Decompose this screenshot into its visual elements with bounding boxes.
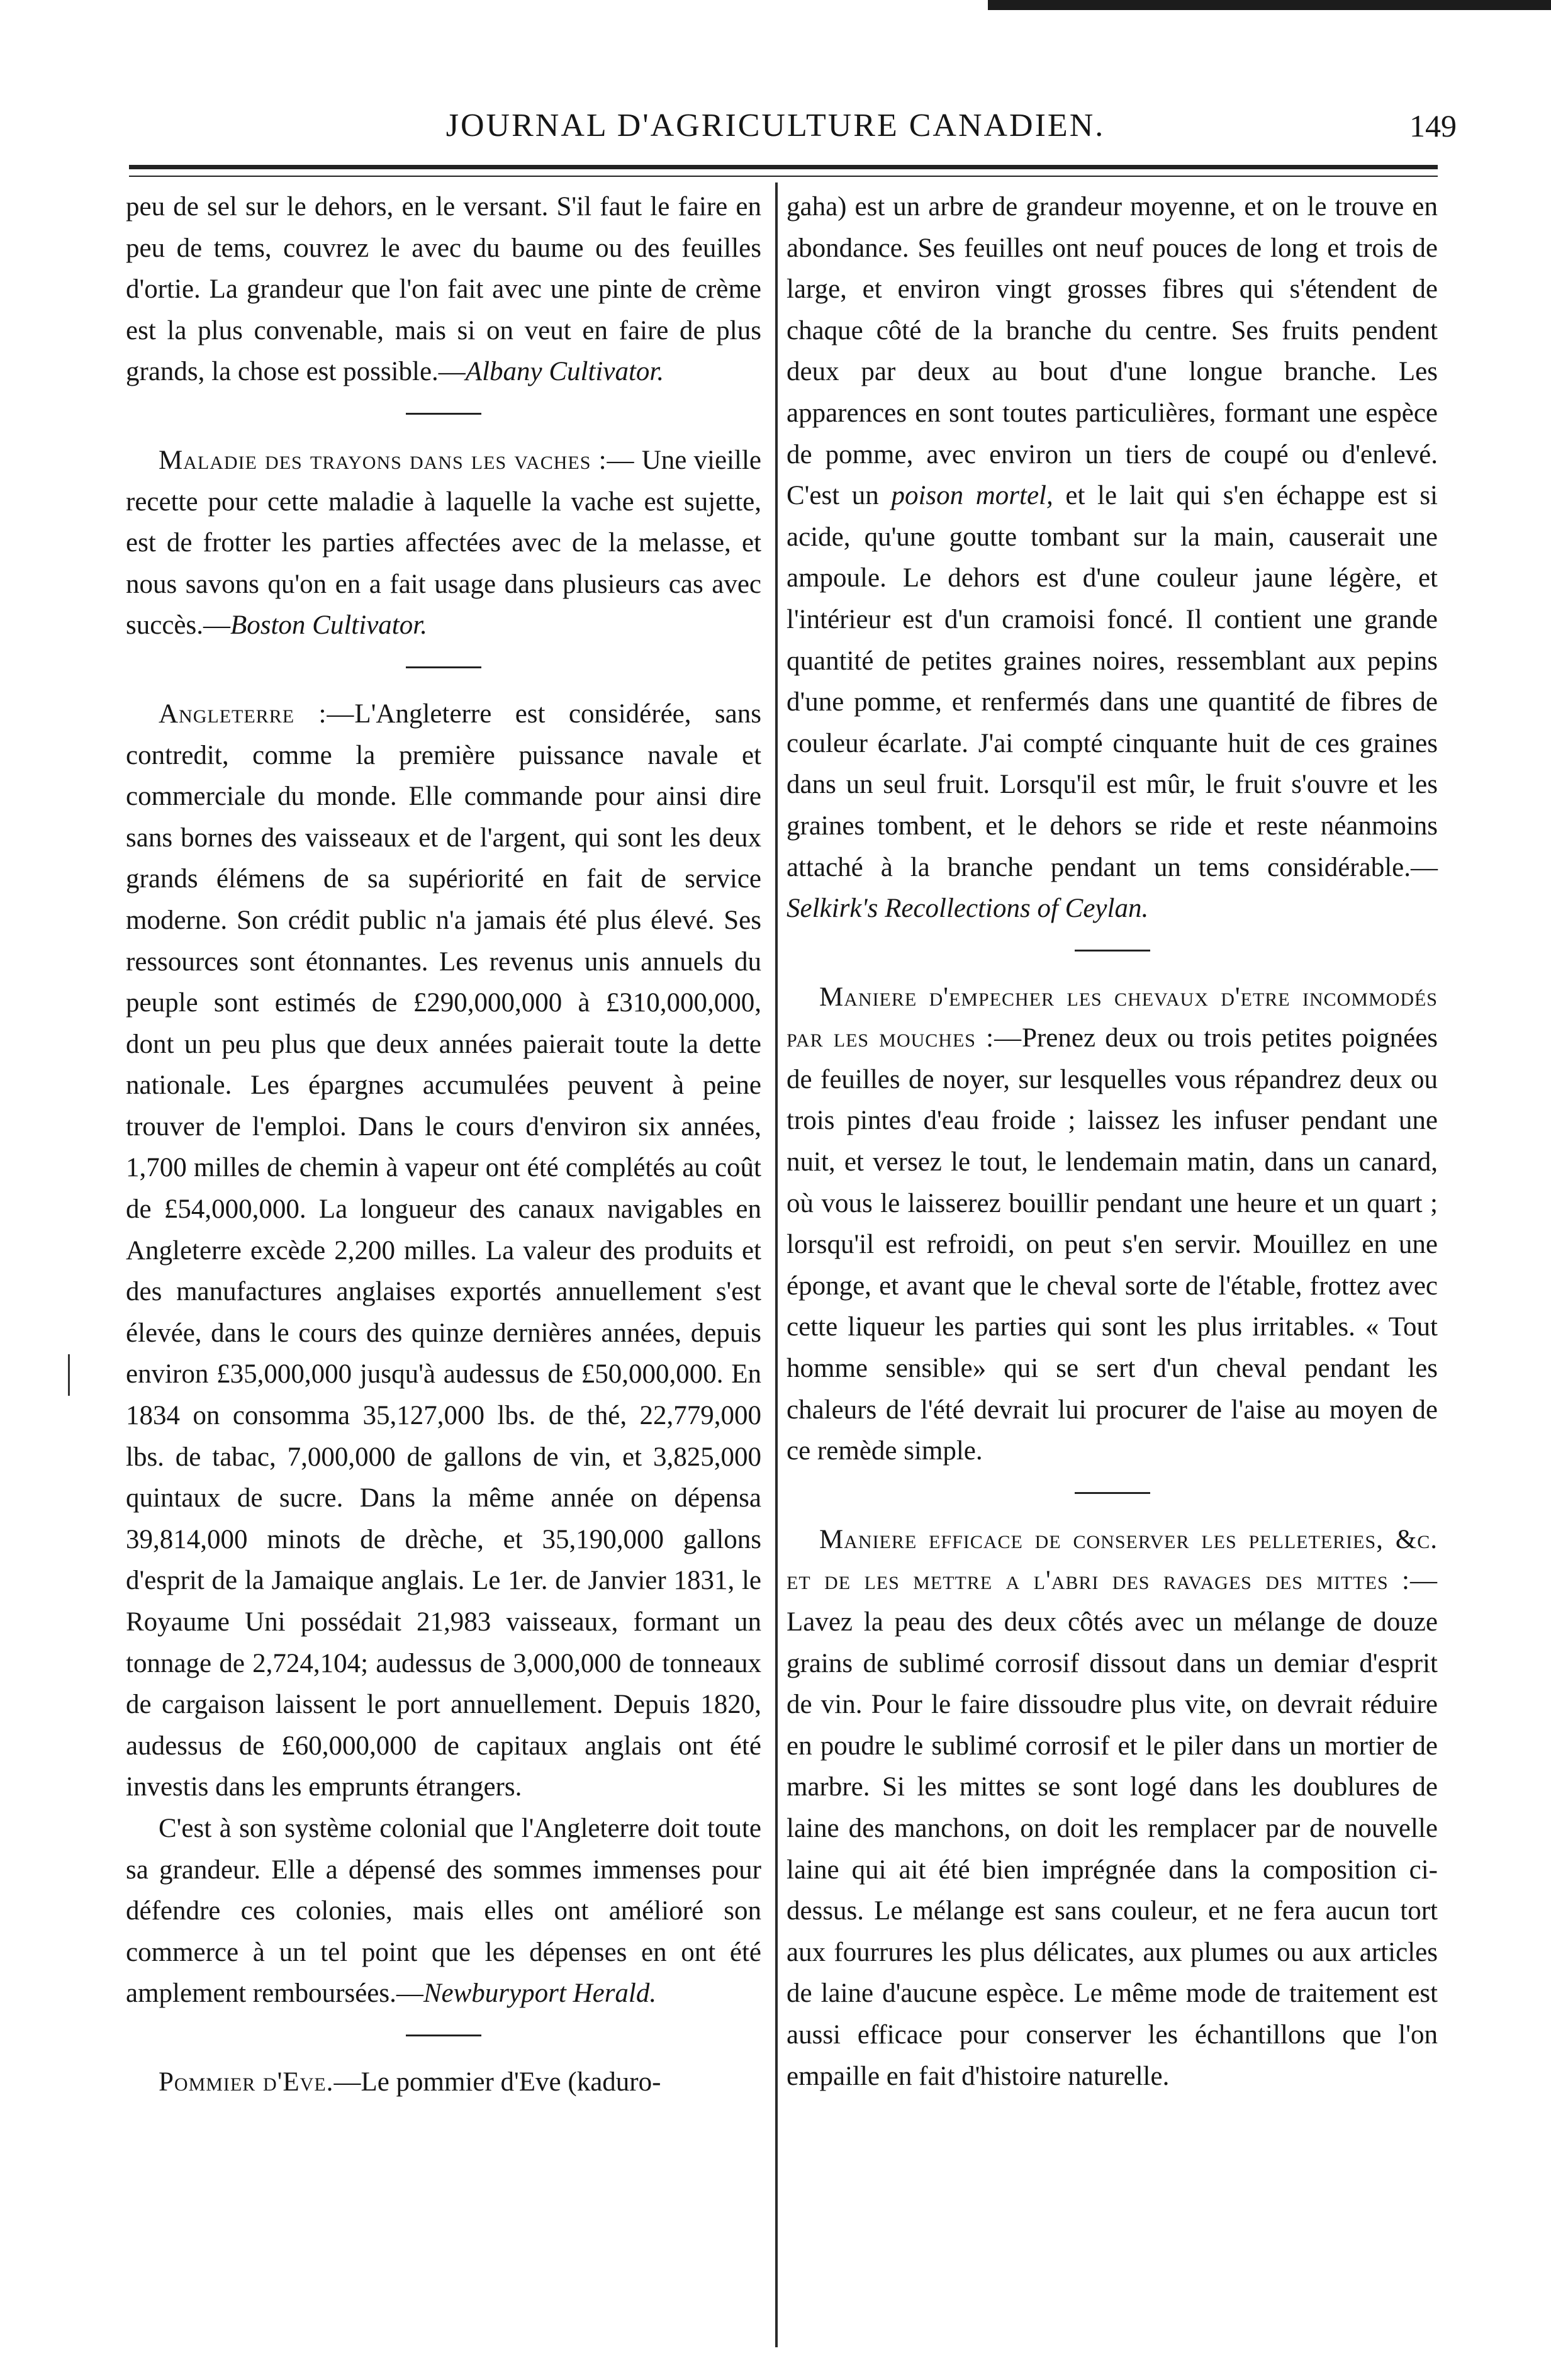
scan-edge-bar bbox=[988, 0, 1551, 10]
article-pelleteries bbox=[787, 1519, 1438, 2097]
article-emphasis: poison mortel, bbox=[891, 481, 1053, 511]
article-text: C'est à son système colonial que l'Angleterre doit toute sa grandeur. Elle a dépensé des sommes immenses pour défendre ces colonies, mais elles ont amélioré son commerce à un tel point que les dépenses en ont été amplement remboursées.— bbox=[126, 1813, 761, 2009]
section-separator bbox=[406, 413, 481, 415]
article-source: Albany Cultivator. bbox=[465, 357, 664, 387]
article-text: L'Angleterre est considérée, sans contredit, comme la première puissance navale et commerciale du monde. Elle commande pour ainsi dire sans bornes des vaisseaux et de l'argent, qui sont les deux grands élémens de sa supériorité en fait de service moderne. Son crédit public n'a jamais été plus élevé. Ses ressources sont étonnantes. Les revenus unis annuels du peuple sont estimés de £290,000,000 à £310,000,000, dont un peu plus que deux années paierait toute la dette nationale. Les épargnes accumulées peuvent à peine trouver de l'emploi. Dans le cours d'environ six années, 1,700 milles de chemin à vapeur ont été complétés au coût de £54,000,000. La longueur des canaux navigables en Angleterre excède 2,200 milles. La valeur des produits et des manufactures anglaises exportés annuellement s'est élevée, dans le cours des quinze dernières années, depuis environ £35,000,000 jusqu'à audessus de £50,000,000. En 1834 on consomma 35,127,000 lbs. de thé, 22,779,000 lbs. de tabac, 7,000,000 de gallons de vin, et 3,825,000 quintaux de sucre. Dans la même année on dépensa 39,814,000 minots de drèche, et 35,190,000 gallons d'esprit de la Jamaique anglais. Le 1er. de Janvier 1831, le Royaume Uni possédait 21,983 vaisseaux, formant un tonnage de 2,724,104; audessus de 3,000,000 de tonneaux de cargaison laissent le port annuellement. Depuis 1820, audessus de £60,000,000 de capitaux anglais ont été investis dans les emprunts étrangers. bbox=[126, 699, 761, 1802]
column-divider bbox=[775, 182, 778, 2347]
article-text: gaha) est un arbre de grandeur moyenne, et on le trouve en abondance. Ses feuilles ont neuf pouces de long et trois de large, et environ vingt grosses fibres qui s'étendent de chaque côté de la branche du centre. Ses fruits pendent deux par deux au bout d'une longue branche. Les apparences en sont toutes particulières, formant une espèce de pomme, avec environ un tiers de coupé ou d'enlevé. C'est un bbox=[787, 192, 1438, 511]
article-source: Newburyport Herald. bbox=[423, 1979, 657, 2009]
header-rule bbox=[129, 165, 1438, 177]
section-separator bbox=[406, 666, 481, 668]
page-number: 149 bbox=[1409, 108, 1457, 143]
right-column bbox=[787, 186, 1438, 2097]
section-separator bbox=[406, 2035, 481, 2036]
left-column bbox=[126, 186, 761, 2103]
article-albany bbox=[126, 186, 761, 393]
article-text: Une vieille recette pour cette maladie à laquelle la vache est sujette, est de frotter les parties affectées avec de la melasse, et nous savons qu'on en a fait usage dans plusieurs cas avec succès.— bbox=[126, 445, 761, 641]
article-text: Lavez la peau des deux côtés avec un mélange de douze grains de sublimé corrosif dissout dans un demiar d'esprit de vin. Pour le faire dissoudre plus vite, on devrait réduire en poudre le sublimé corrosif et le piler dans un mortier de marbre. Si les mittes se sont logé dans les doublures de laine des manchons, on doit les remplacer par de nouvelle laine qui ait été bien imprégnée dans la composition ci-dessus. Le mélange est sans couleur, et ne fera aucun tort aux fourrures les plus délicates, aux plumes ou aux articles de laine d'aucune espèce. Le même mode de traitement est aussi efficace pour conserver les échantillons que l'on empaille en fait d'histoire naturelle. bbox=[787, 1607, 1438, 2091]
article-angleterre bbox=[126, 693, 761, 1808]
article-pommier-continued bbox=[787, 186, 1438, 929]
article-text: et le lait qui s'en échappe est si acide, qu'une goutte tombant sur la main, causerait une ampoule. Le dehors est d'une couleur jaune légère, et l'intérieur est d'un cramoisi foncé. Il contient une grande quantité de petites graines noires, ressemblant aux pepins d'une pomme, et renfermés dans une quantité de fibres de couleur écarlate. J'ai compté cinquante huit de ces graines dans un seul fruit. Lorsqu'il est mûr, le fruit s'ouvre et les graines tombent, et le dehors se ride et reste néanmoins attaché à la branche pendant un tems considérable.— bbox=[787, 481, 1438, 882]
running-title: JOURNAL D'AGRICULTURE CANADIEN. bbox=[445, 108, 1106, 143]
article-text: —Le pommier d'Eve (kaduro- bbox=[333, 2067, 661, 2097]
article-source: Boston Cultivator. bbox=[230, 610, 427, 641]
article-text: peu de sel sur le dehors, en le versant. S'il faut le faire en peu de tems, couvrez le avec du baume ou des feuilles d'ortie. La grandeur que l'on fait avec une pinte de crème est la plus convenable, mais si on veut en faire de plus grands, la chose est possible.— bbox=[126, 192, 761, 387]
article-text: Prenez deux ou trois petites poignées de feuilles de noyer, sur lesquelles vous répandrez deux ou trois pintes d'eau froide ; laissez les infuser pendant une nuit, et versez le tout, le lendemain matin, dans un canard, où vous le laisserez bouillir pendant une heure et un quart ; lorsqu'il est refroidi, on peut s'en servir. Mouillez en une éponge, et avant que le cheval sorte de l'étable, frottez avec cette liqueur les parties qui sont les plus irritables. « Tout homme sensible» qui se sert d'un cheval pendant les chaleurs de l'été devrait lui procurer de l'aise au moyen de ce remède simple. bbox=[787, 1023, 1438, 1466]
article-maladie bbox=[126, 440, 761, 646]
article-heading: Maniere d'empecher les chevaux d'etre incommodés par les mouches :— bbox=[787, 982, 1438, 1053]
article-heading: Pommier d'Eve. bbox=[159, 2067, 334, 2097]
article-mouches bbox=[787, 977, 1438, 1472]
section-separator bbox=[1075, 1492, 1150, 1494]
article-pommier bbox=[126, 2062, 761, 2103]
margin-mark bbox=[68, 1354, 70, 1396]
article-angleterre-continued bbox=[126, 1808, 761, 2014]
article-heading: Maniere efficace de conserver les pelleteries, &c. et de les mettre a l'abri des ravages des mittes :— bbox=[787, 1524, 1438, 1596]
article-heading: Angleterre :— bbox=[159, 699, 355, 729]
page-header bbox=[0, 101, 1551, 151]
article-heading: Maladie des trayons dans les vaches :— bbox=[159, 445, 635, 475]
article-source: Selkirk's Recollections of Ceylan. bbox=[787, 894, 1149, 924]
section-separator bbox=[1075, 950, 1150, 951]
